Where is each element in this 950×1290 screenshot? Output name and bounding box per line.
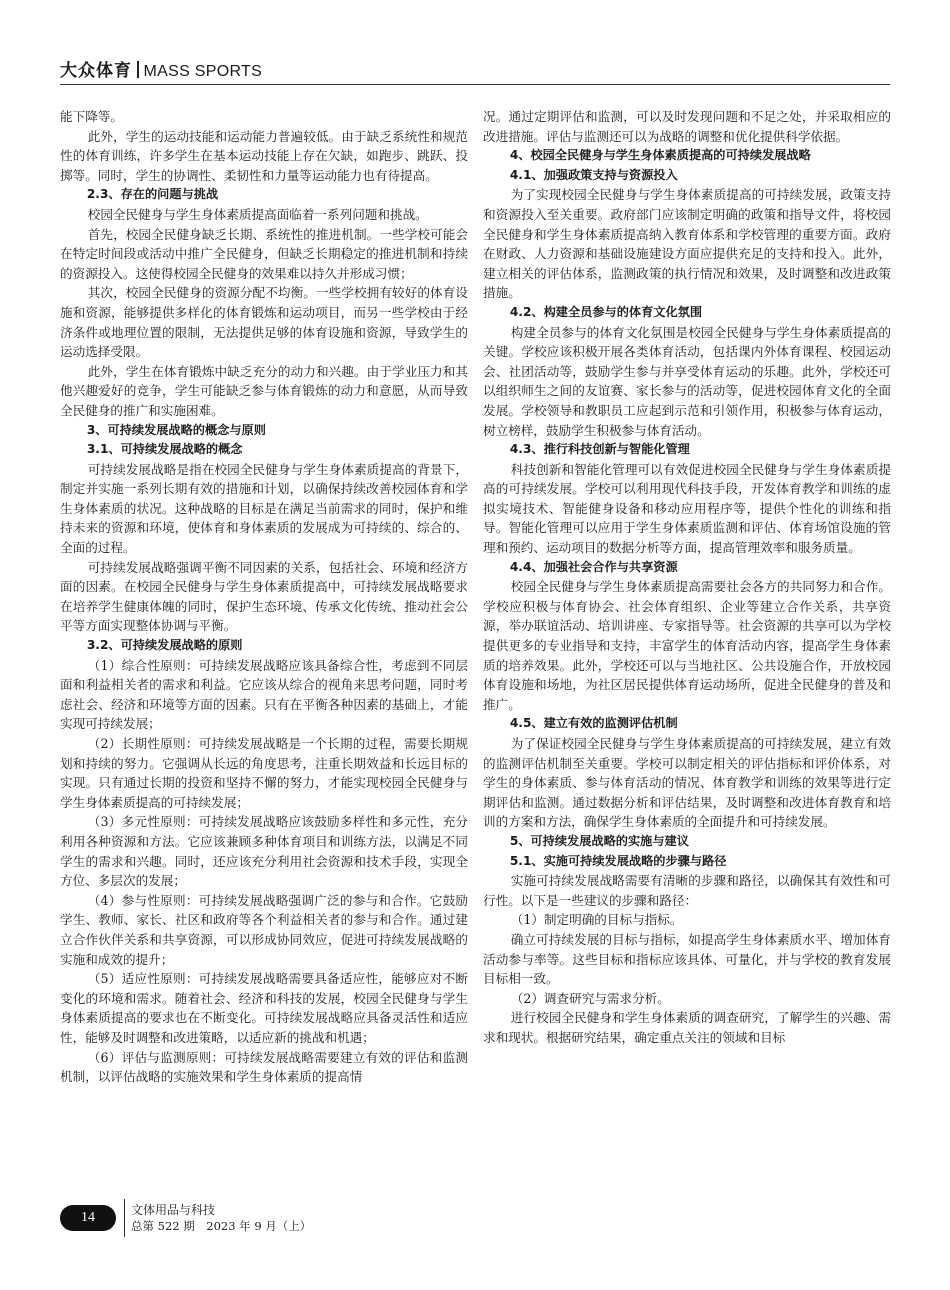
section-heading: 3.2、可持续发展战略的原则: [86, 638, 243, 653]
section-heading: 5、可持续发展战略的实施与建议: [509, 833, 689, 848]
section-heading: 4.1、加强政策支持与资源投入: [509, 167, 678, 182]
paragraph: 校园全民健身与学生身体素质提高面临着一系列问题和挑战。: [87, 206, 428, 222]
section-heading: 5.1、实施可持续发展战略的步骤与路径: [509, 853, 727, 868]
paragraph: 实施可持续发展战略需要有清晰的步骤和路径，以确保其有效性和可行性。以下是一些建议的步骤和路径：: [483, 873, 891, 908]
paragraph: 构建全员参与的体育文化氛围是校园全民健身与学生身体素质提高的关键。学校应该积极开展各类体育活动，包括课内外体育课程、校园运动会、社团活动等，鼓励学生参与并享受体育运动的乐趣。此外，学校还可以组织师生之间的友谊赛、家长参与的活动等，促进校园体育文化的全面发展。学校领导和教职员工应起到示范和引领作用，积极参与体育运动，树立榜样，鼓励学生积极参与体育活动。: [483, 324, 891, 438]
section-heading: 3、可持续发展战略的概念与原则: [86, 422, 266, 437]
section-heading: 4、校园全民健身与学生身体素质提高的可持续发展战略: [509, 148, 811, 163]
paragraph: 科技创新和智能化管理可以有效促进校园全民健身与学生身体素质提高的可持续发展。学校可以利用现代科技手段，开发体育教学和训练的虚拟实境技术、智能健身设备和移动应用程序等，提供个性化的训练和指导。智能化管理可以应用于学生身体素质监测和评估、体育场馆设施的管理和预约、运动项目的数据分析等方面，提高管理效率和服务质量。: [483, 461, 891, 556]
section-heading: 4.4、加强社会合作与共享资源: [509, 559, 678, 574]
page-footer: [60, 1198, 311, 1238]
paragraph-continuation: 况。通过定期评估和监测，可以及时发现问题和不足之处，并采取相应的改进措施。评估与监测还可以为战略的调整和优化提供科学依据。: [483, 109, 891, 144]
paragraph: 可持续发展战略是指在校园全民健身与学生身体素质提高的背景下，制定并实施一系列长期有效的措施和计划，以确保持续改善校园体育和学生身体素质的状况。这种战略的目标是在满足当前需求的同时，保护和维持未来的资源和环境，使体育和身体素质的发展成为可持续的、综合的、全面的过程。: [60, 461, 468, 556]
section-heading: 4.3、推行科技创新与智能化管理: [509, 442, 690, 457]
journal-name: 文体用品与科技: [131, 1203, 216, 1217]
paragraph: （6）评估与监测原则：可持续发展战略需要建立有效的评估和监测机制，以评估战略的实施效果和学生身体素质的提高情: [60, 1049, 468, 1085]
paragraph: （1）综合性原则：可持续发展战略应该具备综合性，考虑到不同层面和利益相关者的需求和利益。它应该从综合的视角来思考问题，同时考虑社会、经济和环境等方面的因素。只有在平衡各种因素的基础上，才能实现可持续发展；: [60, 657, 468, 732]
section-heading: 4.5、建立有效的监测评估机制: [509, 716, 678, 731]
paragraph: 可持续发展战略强调平衡不同因素的关系，包括社会、环境和经济方面的因素。在校园全民健身与学生身体素质提高中，可持续发展战略要求在培养学生健康体魄的同时，保护生态环境、传承文化传统、推动社会公平等方面实现整体协调与平衡。: [60, 559, 468, 634]
paragraph: 为了实现校园全民健身与学生身体素质提高的可持续发展，政策支持和资源投入至关重要。政府部门应该制定明确的政策和指导文件，将校园全民健身和学生身体素质提高纳入教育体系和学校管理的重要方面。政府在财政、人力资源和基础设施建设方面应提供充足的支持和投入。此外，建立相关的评估体系，监测政策的执行情况和效果，及时调整和改进政策措施。: [483, 187, 891, 301]
paragraph: 校园全民健身与学生身体素质提高需要社会各方的共同努力和合作。学校应积极与体育协会、社会体育组织、企业等建立合作关系，共享资源，举办联谊活动、培训讲座、专家指导等。社会资源的共享可以为学校提供更多的专业指导和支持，丰富学生的体育活动内容，提高学生身体素质的培养效果。此外，学校还可以与当地社区、公共设施合作，开放校园体育设施和场地，为社区居民提供体育运动场所，促进全民健身的普及和推广。: [483, 579, 891, 712]
issue-info: 总第 522 期 2023 年 9 月（上）: [131, 1219, 312, 1233]
header-separator: [137, 61, 139, 78]
paragraph: 此外，学生的运动技能和运动能力普遍较低。由于缺乏系统性和规范性的体育训练，许多学生在基本运动技能上存在欠缺，如跑步、跳跃、投掷等。同时，学生的协调性、柔韧性和力量等运动能力也有待提高。: [60, 128, 468, 183]
paragraph: （3）多元性原则：可持续发展战略应该鼓励多样性和多元性，充分利用各种资源和方法。它应该兼顾多种体育项目和训练方法，以满足不同学生的需求和兴趣。同时，还应该充分利用社会资源和技术手段，实现全方位、多层次的发展；: [60, 814, 468, 889]
paragraph: （4）参与性原则：可持续发展战略强调广泛的参与和合作。它鼓励学生、教师、家长、社区和政府等各个利益相关者的参与和合作。通过建立合作伙伴关系和共享资源，可以形成协同效应，促进可持续发展战略的实施和成效的提升；: [60, 892, 468, 967]
section-heading: 4.2、构建全员参与的体育文化氛围: [509, 304, 703, 319]
footer-info: [131, 1202, 311, 1234]
section-heading: 3.1、可持续发展战略的概念: [86, 442, 243, 457]
right-column: [483, 107, 891, 1048]
paragraph: 其次，校园全民健身的资源分配不均衡。一些学校拥有较好的体育设施和资源，能够提供多样化的体育锻炼和运动项目，而另一些学校由于经济条件或地理位置的限制，无法提供足够的体育设施和资源，导致学生的运动选择受限。: [60, 285, 468, 360]
paragraph: 进行校园全民健身和学生身体素质的调查研究，了解学生的兴趣、需求和现状。根据研究结果，确定重点关注的领域和目标: [483, 1010, 891, 1045]
paragraph: （5）适应性原则：可持续发展战略需要具备适应性，能够应对不断变化的环境和需求。随着社会、经济和科技的发展，校园全民健身与学生身体素质提高的要求也在不断变化。可持续发展战略应具备灵活性和适应性，能够及时调整和改进策略，以适应新的挑战和机遇；: [60, 971, 468, 1045]
paragraph: 为了保证校园全民健身与学生身体素质提高的可持续发展，建立有效的监测评估机制至关重要。学校可以制定相关的评估指标和评价体系，对学生的身体素质、参与体育活动的情况、体育教学和训练的效果等进行定期评估和监测。通过数据分析和评估结果，及时调整和改进体育教育和培训的方案和方法，确保学生身体素质的全面提升和可持续发展。: [483, 736, 891, 830]
brand-title-en: MASS SPORTS: [143, 63, 263, 80]
paragraph: 此外，学生在体育锻炼中缺乏充分的动力和兴趣。由于学业压力和其他兴趣爱好的竞争，学生可能缺乏参与体育锻炼的动力和意愿，从而导致全民健身的推广和实施困难。: [60, 363, 468, 418]
left-column: [60, 107, 468, 1087]
paragraph: （2）调查研究与需求分析。: [510, 990, 670, 1006]
paragraph-continuation: 能下降等。: [60, 109, 123, 124]
journal-header: [60, 56, 262, 82]
header-rule: [60, 84, 890, 85]
section-heading: 2.3、存在的问题与挑战: [86, 187, 219, 202]
page-number: 14: [60, 1205, 116, 1231]
brand-title-cn: 大众体育: [60, 61, 132, 81]
paragraph: 首先，校园全民健身缺乏长期、系统性的推进机制。一些学校可能会在特定时间段或活动中推广全民健身，但缺乏长期稳定的推进机制和持续的资源投入。这使得校园全民健身的效果难以持久并形成习惯；: [60, 226, 468, 281]
paragraph: （1）制定明确的目标与指标。: [510, 912, 683, 928]
paragraph: （2）长期性原则：可持续发展战略是一个长期的过程，需要长期规划和持续的努力。它强调从长远的角度思考，注重长期效益和长远目标的实现。只有通过长期的投资和坚持不懈的努力，才能实现校园全民健身与学生身体素质提高的可持续发展；: [60, 736, 468, 810]
footer-separator: [124, 1199, 125, 1237]
paragraph: 确立可持续发展的目标与指标，如提高学生身体素质水平、增加体育活动参与率等。这些目标和指标应该具体、可量化，并与学校的教育发展目标相一致。: [483, 931, 891, 987]
